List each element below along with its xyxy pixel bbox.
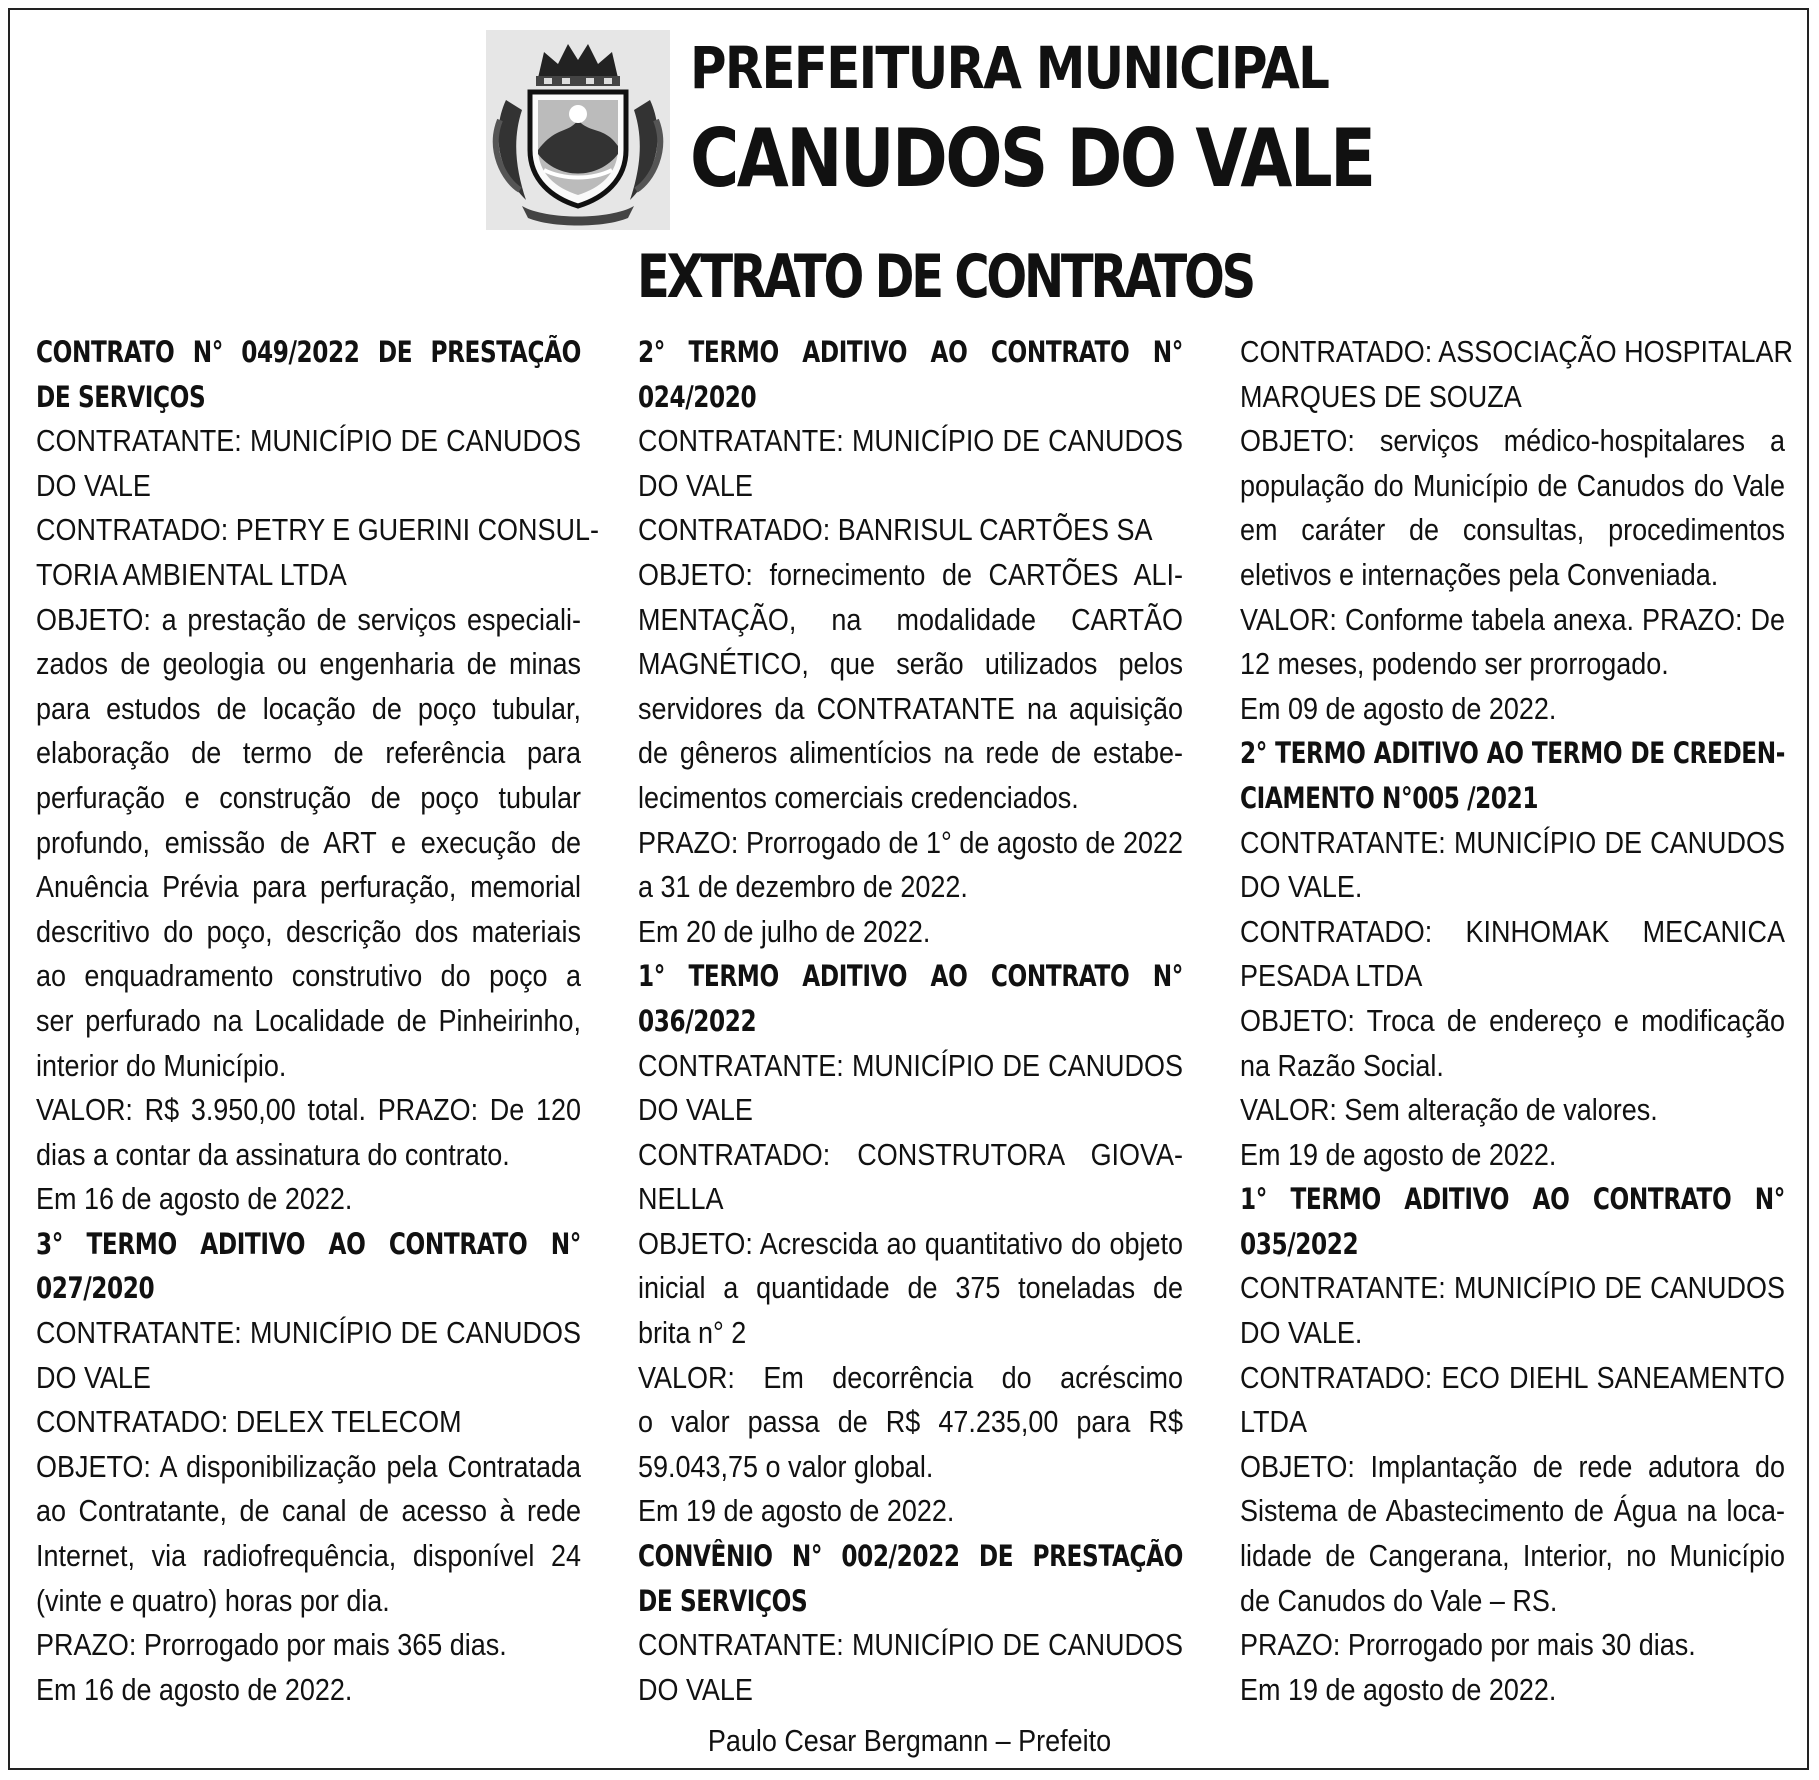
text-line: CONTRATADO: DELEX TELECOM [36,1404,462,1440]
text-line: DO VALE [36,1359,151,1395]
text-line: CONTRATANTE: MUNICÍPIO DE CANUDOS [1240,824,1785,860]
text-line: MAGNÉTICO, que serão utilizados pelos [638,646,1183,682]
text-line: VALOR: Sem alteração de valores. [1240,1092,1658,1128]
text-line: brita n° 2 [638,1315,747,1351]
section-heading-line: DE SERVIÇOS [36,379,206,414]
text-line: OBJETO: A disponibilização pela Contratada [36,1448,581,1484]
text-line: CONTRATANTE: MUNICÍPIO DE CANUDOS [638,423,1183,459]
text-line: inicial a quantidade de 375 toneladas de [638,1270,1183,1306]
signature: Paulo Cesar Bergmann – Prefeito [707,1723,1112,1758]
text-line: de gêneros alimentícios na rede de estabe- [638,735,1183,771]
text-line: elaboração de termo de referência para [36,735,581,771]
text-line: DO VALE [36,467,151,503]
section-heading-line: 1° TERMO ADITIVO AO CONTRATO N° [638,959,1183,994]
text-line: OBJETO: Troca de endereço e modificação [1240,1002,1785,1038]
text-line: Em 09 de agosto de 2022. [1240,690,1557,726]
header-line-1: PREFEITURA MUNICIPAL [690,34,1329,102]
section-heading-line: 024/2020 [638,379,757,414]
text-line: Em 19 de agosto de 2022. [1240,1136,1557,1172]
text-line: Em 20 de julho de 2022. [638,913,931,949]
column-2 [638,330,1183,1712]
text-line: ser perfurado na Localidade de Pinheirinho, [36,1002,581,1038]
text-line: zados de geologia ou engenharia de minas [36,646,581,682]
text-line: DO VALE. [1240,869,1363,905]
text-line: CONTRATADO: PETRY E GUERINI CONSUL- [36,512,599,548]
text-line: lecimentos comerciais credenciados. [638,779,1079,815]
text-line: servidores da CONTRATANTE na aquisição [638,690,1183,726]
section-heading-line: 1° TERMO ADITIVO AO CONTRATO N° [1240,1182,1785,1217]
text-line: ao enquadramento construtivo do poço a [36,958,581,994]
column-3 [1240,330,1793,1712]
section-heading-line: CIAMENTO N°005 /2021 [1240,780,1539,815]
signature-block [118,1723,1701,1759]
text-line: DO VALE [638,1092,753,1128]
text-line: ao Contratante, de canal de acesso à rede [36,1493,581,1529]
text-line: OBJETO: serviços médico-hospitalares a [1240,423,1785,459]
text-line: VALOR: Em decorrência do acréscimo [638,1359,1183,1395]
text-line: Sistema de Abastecimento de Água na loca- [1240,1493,1785,1529]
text-line: 59.043,75 o valor global. [638,1448,934,1484]
text-line: dias a contar da assinatura do contrato. [36,1136,510,1172]
text-line: OBJETO: Implantação de rede adutora do [1240,1448,1785,1484]
text-line: de Canudos do Vale – RS. [1240,1582,1558,1618]
section-heading-line: CONTRATO N° 049/2022 DE PRESTAÇÃO [36,335,581,369]
section-heading-line: CONVÊNIO N° 002/2022 DE PRESTAÇÃO [638,1539,1183,1574]
text-line: CONTRATANTE: MUNICÍPIO DE CANUDOS [638,1047,1183,1083]
text-line: CONTRATADO: ECO DIEHL SANEAMENTO [1240,1359,1785,1395]
text-line: CONTRATANTE: MUNICÍPIO DE CANUDOS [1240,1270,1785,1306]
text-line: em caráter de consultas, procedimentos [1240,512,1785,548]
text-line: a 31 de dezembro de 2022. [638,869,968,905]
text-line: (vinte e quatro) horas por dia. [36,1582,390,1618]
text-line: VALOR: Conforme tabela anexa. PRAZO: De [1240,601,1785,637]
text-line: Em 19 de agosto de 2022. [1240,1671,1557,1707]
text-line: interior do Município. [36,1047,287,1083]
section-heading-line: 036/2022 [638,1003,757,1038]
municipal-coat-of-arms [486,30,670,230]
text-line: OBJETO: a prestação de serviços especiali- [36,601,581,637]
text-line: lidade de Cangerana, Interior, no Município [1240,1538,1785,1574]
text-line: PRAZO: Prorrogado por mais 365 dias. [36,1627,507,1663]
text-line: DO VALE [638,467,753,503]
text-line: descritivo do poço, descrição dos materiais [36,913,581,949]
text-line: Internet, via radiofrequência, disponível 24 [36,1538,581,1574]
text-line: CONTRATANTE: MUNICÍPIO DE CANUDOS [638,1627,1183,1663]
text-line: 12 meses, podendo ser prorrogado. [1240,646,1669,682]
text-line: PESADA LTDA [1240,958,1423,994]
text-line: OBJETO: Acrescida ao quantitativo do objeto [638,1225,1183,1261]
text-line: DO VALE. [1240,1315,1363,1351]
section-heading-line: 027/2020 [36,1271,155,1306]
text-line: CONTRATADO: KINHOMAK MECANICA [1240,913,1785,949]
text-line: o valor passa de R$ 47.235,00 para R$ [638,1404,1183,1440]
text-line: MARQUES DE SOUZA [1240,378,1522,414]
text-line: CONTRATADO: BANRISUL CARTÕES SA [638,512,1153,548]
text-line: NELLA [638,1181,724,1217]
header-line-2: CANUDOS DO VALE [690,112,1374,205]
text-line: na Razão Social. [1240,1047,1444,1083]
section-heading-line: 2° TERMO ADITIVO AO TERMO DE CREDEN- [1240,736,1785,771]
text-line: LTDA [1240,1404,1307,1440]
text-line: eletivos e internações pela Conveniada. [1240,556,1719,592]
section-heading-line: 2° TERMO ADITIVO AO CONTRATO N° [638,335,1183,369]
text-line: CONTRATANTE: MUNICÍPIO DE CANUDOS [36,1315,581,1351]
section-heading-line: 035/2022 [1240,1226,1359,1261]
text-line: CONTRATADO: CONSTRUTORA GIOVA- [638,1136,1183,1172]
text-line: Em 16 de agosto de 2022. [36,1181,353,1217]
text-line: perfuração e construção de poço tubular [36,779,581,815]
text-line: Anuência Prévia para perfuração, memorial [36,869,581,905]
text-line: população do Município de Canudos do Vale [1240,467,1785,503]
text-line: TORIA AMBIENTAL LTDA [36,556,347,592]
section-title: EXTRATO DE CONTRATOS [637,242,1253,312]
column-1 [36,330,599,1712]
text-line: CONTRATANTE: MUNICÍPIO DE CANUDOS [36,423,581,459]
text-line: PRAZO: Prorrogado de 1° de agosto de 2022 [638,824,1183,860]
text-line: profundo, emissão de ART e execução de [36,824,581,860]
text-line: Em 19 de agosto de 2022. [638,1493,955,1529]
section-heading-line: DE SERVIÇOS [638,1583,808,1618]
text-line: CONTRATADO: ASSOCIAÇÃO HOSPITALAR [1240,334,1793,369]
text-line: OBJETO: fornecimento de CARTÕES ALI- [638,556,1183,592]
text-line: VALOR: R$ 3.950,00 total. PRAZO: De 120 [36,1092,581,1128]
text-line: Em 16 de agosto de 2022. [36,1671,353,1707]
section-heading-line: 3° TERMO ADITIVO AO CONTRATO N° [36,1226,581,1261]
text-line: PRAZO: Prorrogado por mais 30 dias. [1240,1627,1696,1663]
text-line: DO VALE [638,1671,753,1707]
text-line: MENTAÇÃO, na modalidade CARTÃO [638,601,1183,637]
text-line: para estudos de locação de poço tubular, [36,690,581,726]
